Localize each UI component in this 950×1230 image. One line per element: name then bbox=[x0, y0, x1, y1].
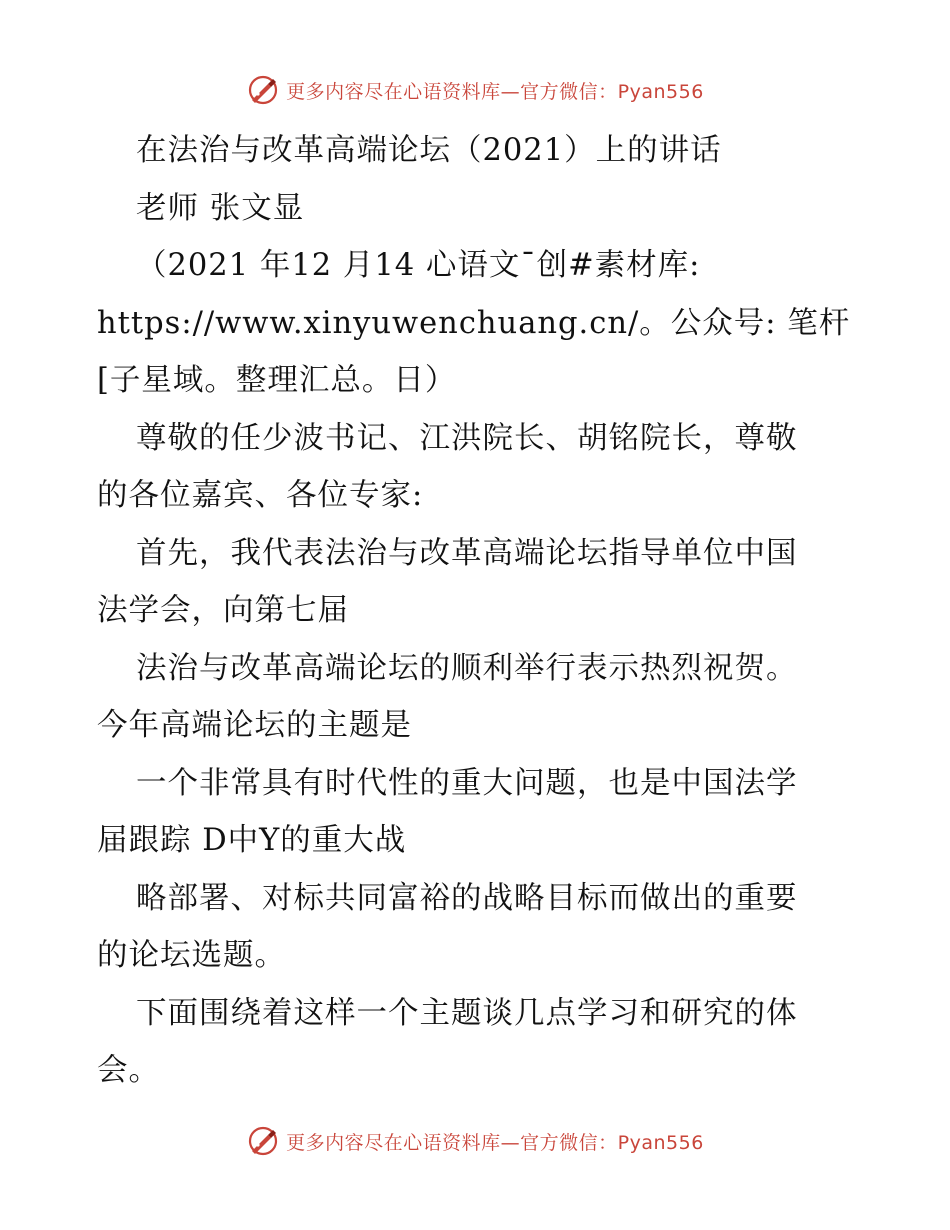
document-body bbox=[97, 122, 857, 1100]
paragraph-line: 法治与改革高端论坛的顺利举行表示热烈祝贺。 bbox=[136, 650, 798, 686]
footer-banner bbox=[0, 1121, 950, 1161]
date-source-line: （2021 年12 月14 心语文¯创#素材库: bbox=[136, 248, 701, 283]
paragraph-line: 尊敬的任少波书记、江洪院长、胡铭院长，尊敬 bbox=[136, 420, 798, 456]
speech-title: 在法治与改革高端论坛（2021）上的讲话 bbox=[136, 133, 722, 168]
speaker-line: 老师 张文显 bbox=[136, 190, 305, 226]
paragraph-line: 法学会，向第七届 bbox=[97, 593, 349, 628]
paragraph-line: 今年高端论坛的主题是 bbox=[97, 708, 412, 743]
paragraph-line: 略部署、对标共同富裕的战略目标而做出的重要 bbox=[136, 880, 798, 916]
paragraph-line: 届跟踪 D中Y的重大战 bbox=[97, 823, 407, 858]
footer-banner-text: 更多内容尽在心语资料库—官方微信：Pyan556 bbox=[286, 1131, 704, 1154]
paragraph-line: 首先，我代表法治与改革高端论坛指导单位中国 bbox=[136, 535, 798, 571]
pen-logo-icon bbox=[246, 73, 280, 107]
paragraph-line: 的各位嘉宾、各位专家: bbox=[97, 478, 424, 513]
header-banner-content bbox=[246, 73, 704, 107]
paragraph-line: 会。 bbox=[97, 1053, 160, 1088]
source-continuation-line: [子星域。整理汇总。日） bbox=[97, 363, 457, 398]
pen-logo-icon bbox=[246, 1124, 280, 1158]
header-banner bbox=[0, 70, 950, 110]
paragraph-line: 的论坛选题。 bbox=[97, 938, 286, 973]
paragraph-line: 一个非常具有时代性的重大问题，也是中国法学 bbox=[136, 765, 798, 801]
footer-banner-content bbox=[246, 1124, 704, 1158]
source-url-line: https://www.xinyuwenchuang.cn/。公众号: 笔杆 bbox=[97, 305, 851, 341]
header-banner-text: 更多内容尽在心语资料库—官方微信：Pyan556 bbox=[286, 80, 704, 103]
paragraph-line: 下面围绕着这样一个主题谈几点学习和研究的体 bbox=[136, 995, 798, 1031]
